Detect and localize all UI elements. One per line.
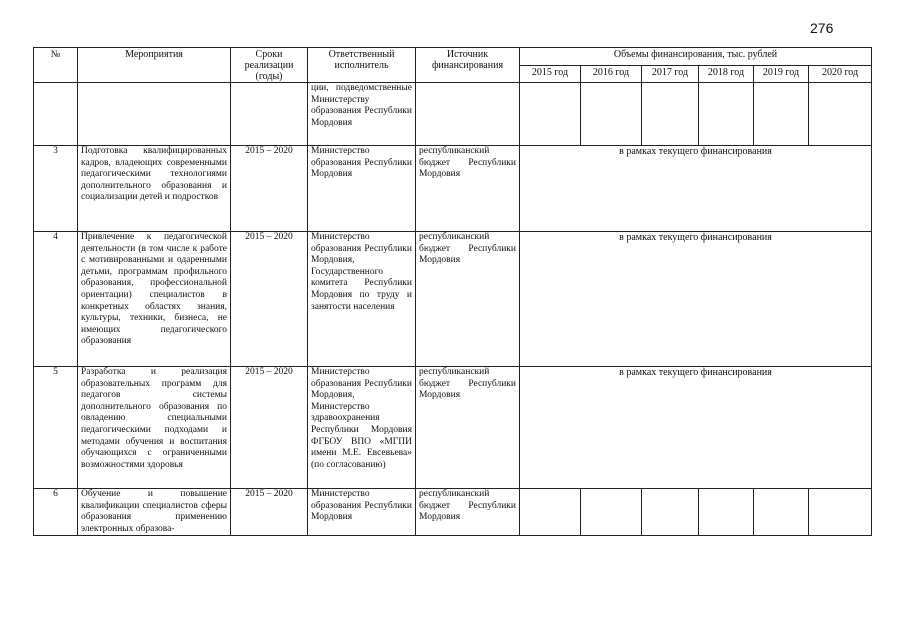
row-source: республиканский бюджет Республики Мордовия — [416, 146, 520, 232]
header-year-2020: 2020 год — [809, 65, 872, 83]
funding-cell — [754, 489, 809, 536]
row-responsible: Министерство образования Республики Мордовия — [308, 489, 416, 536]
header-year-2017: 2017 год — [642, 65, 699, 83]
header-year-2015: 2015 год — [520, 65, 581, 83]
row-responsible: ции, подведомственные Министерству образования Республики Мордовия — [308, 83, 416, 146]
table-row — [34, 83, 872, 146]
row-source: республиканский бюджет Республики Мордовия — [416, 367, 520, 489]
row-num: 3 — [34, 146, 78, 232]
row-num — [34, 83, 78, 146]
row-responsible: Министерство образования Республики Мордовия, Государственного комитета Республики Мордовия по труду и занятости населения — [308, 232, 416, 367]
row-source: республиканский бюджет Республики Мордовия — [416, 489, 520, 536]
header-responsible: Ответственный исполнитель — [308, 48, 416, 83]
header-event: Мероприятия — [78, 48, 231, 83]
row-num: 6 — [34, 489, 78, 536]
funding-cell — [642, 83, 699, 146]
row-num: 5 — [34, 367, 78, 489]
header-year-2018: 2018 год — [699, 65, 754, 83]
table-row — [34, 489, 872, 536]
funding-cell — [699, 83, 754, 146]
row-event: Обучение и повышение квалификации специалистов сферы образования применению электронных образова- — [78, 489, 231, 536]
funding-cell — [754, 83, 809, 146]
funding-cell — [642, 489, 699, 536]
row-num: 4 — [34, 232, 78, 367]
page-number: 276 — [810, 20, 834, 36]
row-period: 2015 – 2020 — [231, 489, 308, 536]
header-year-2019: 2019 год — [754, 65, 809, 83]
header-year-2016: 2016 год — [581, 65, 642, 83]
row-source — [416, 83, 520, 146]
table-row — [34, 146, 872, 232]
activities-table — [33, 47, 872, 536]
header-source: Источник финансирования — [416, 48, 520, 83]
funding-cell — [809, 489, 872, 536]
row-event: Привлечение к педагогической деятельности (в том числе к работе с мотивированными и одаренными детьми, программам профильного образования, профессиональной ориентации) специалистов в конкретных областях знания, культуры, техники, бизнеса, не имеющих педагогического образования — [78, 232, 231, 367]
row-responsible: Министерство образования Республики Мордовия, Министерство здравоохранения Республики Мордовия ФГБОУ ВПО «МГПИ имени М.Е. Евсевьева» (по согласованию) — [308, 367, 416, 489]
row-event: Разработка и реализация образовательных программ для педагогов системы дополнительного образования по овладению специальными педагогическими подходами и методами обучения и воспитания обучающихся с ограниченными возможностями здоровья — [78, 367, 231, 489]
row-event: Подготовка квалифицированных кадров, владеющих современными педагогическими технологиями дополнительного образования и социализации детей и подростков — [78, 146, 231, 232]
row-event — [78, 83, 231, 146]
header-period: Сроки реализации (годы) — [231, 48, 308, 83]
funding-cell — [581, 489, 642, 536]
funding-cell — [581, 83, 642, 146]
funding-note: в рамках текущего финансирования — [520, 146, 872, 232]
row-period: 2015 – 2020 — [231, 146, 308, 232]
funding-cell — [699, 489, 754, 536]
header-funding: Объемы финансирования, тыс. рублей — [520, 48, 872, 66]
row-period: 2015 – 2020 — [231, 367, 308, 489]
funding-cell — [809, 83, 872, 146]
row-period: 2015 – 2020 — [231, 232, 308, 367]
table-row — [34, 232, 872, 367]
funding-cell — [520, 83, 581, 146]
header-row — [34, 48, 872, 66]
row-source: республиканский бюджет Республики Мордовия — [416, 232, 520, 367]
funding-note: в рамках текущего финансирования — [520, 232, 872, 367]
row-responsible: Министерство образования Республики Мордовия — [308, 146, 416, 232]
row-period — [231, 83, 308, 146]
funding-cell — [520, 489, 581, 536]
table-row — [34, 367, 872, 489]
funding-note: в рамках текущего финансирования — [520, 367, 872, 489]
header-num: № — [34, 48, 78, 83]
